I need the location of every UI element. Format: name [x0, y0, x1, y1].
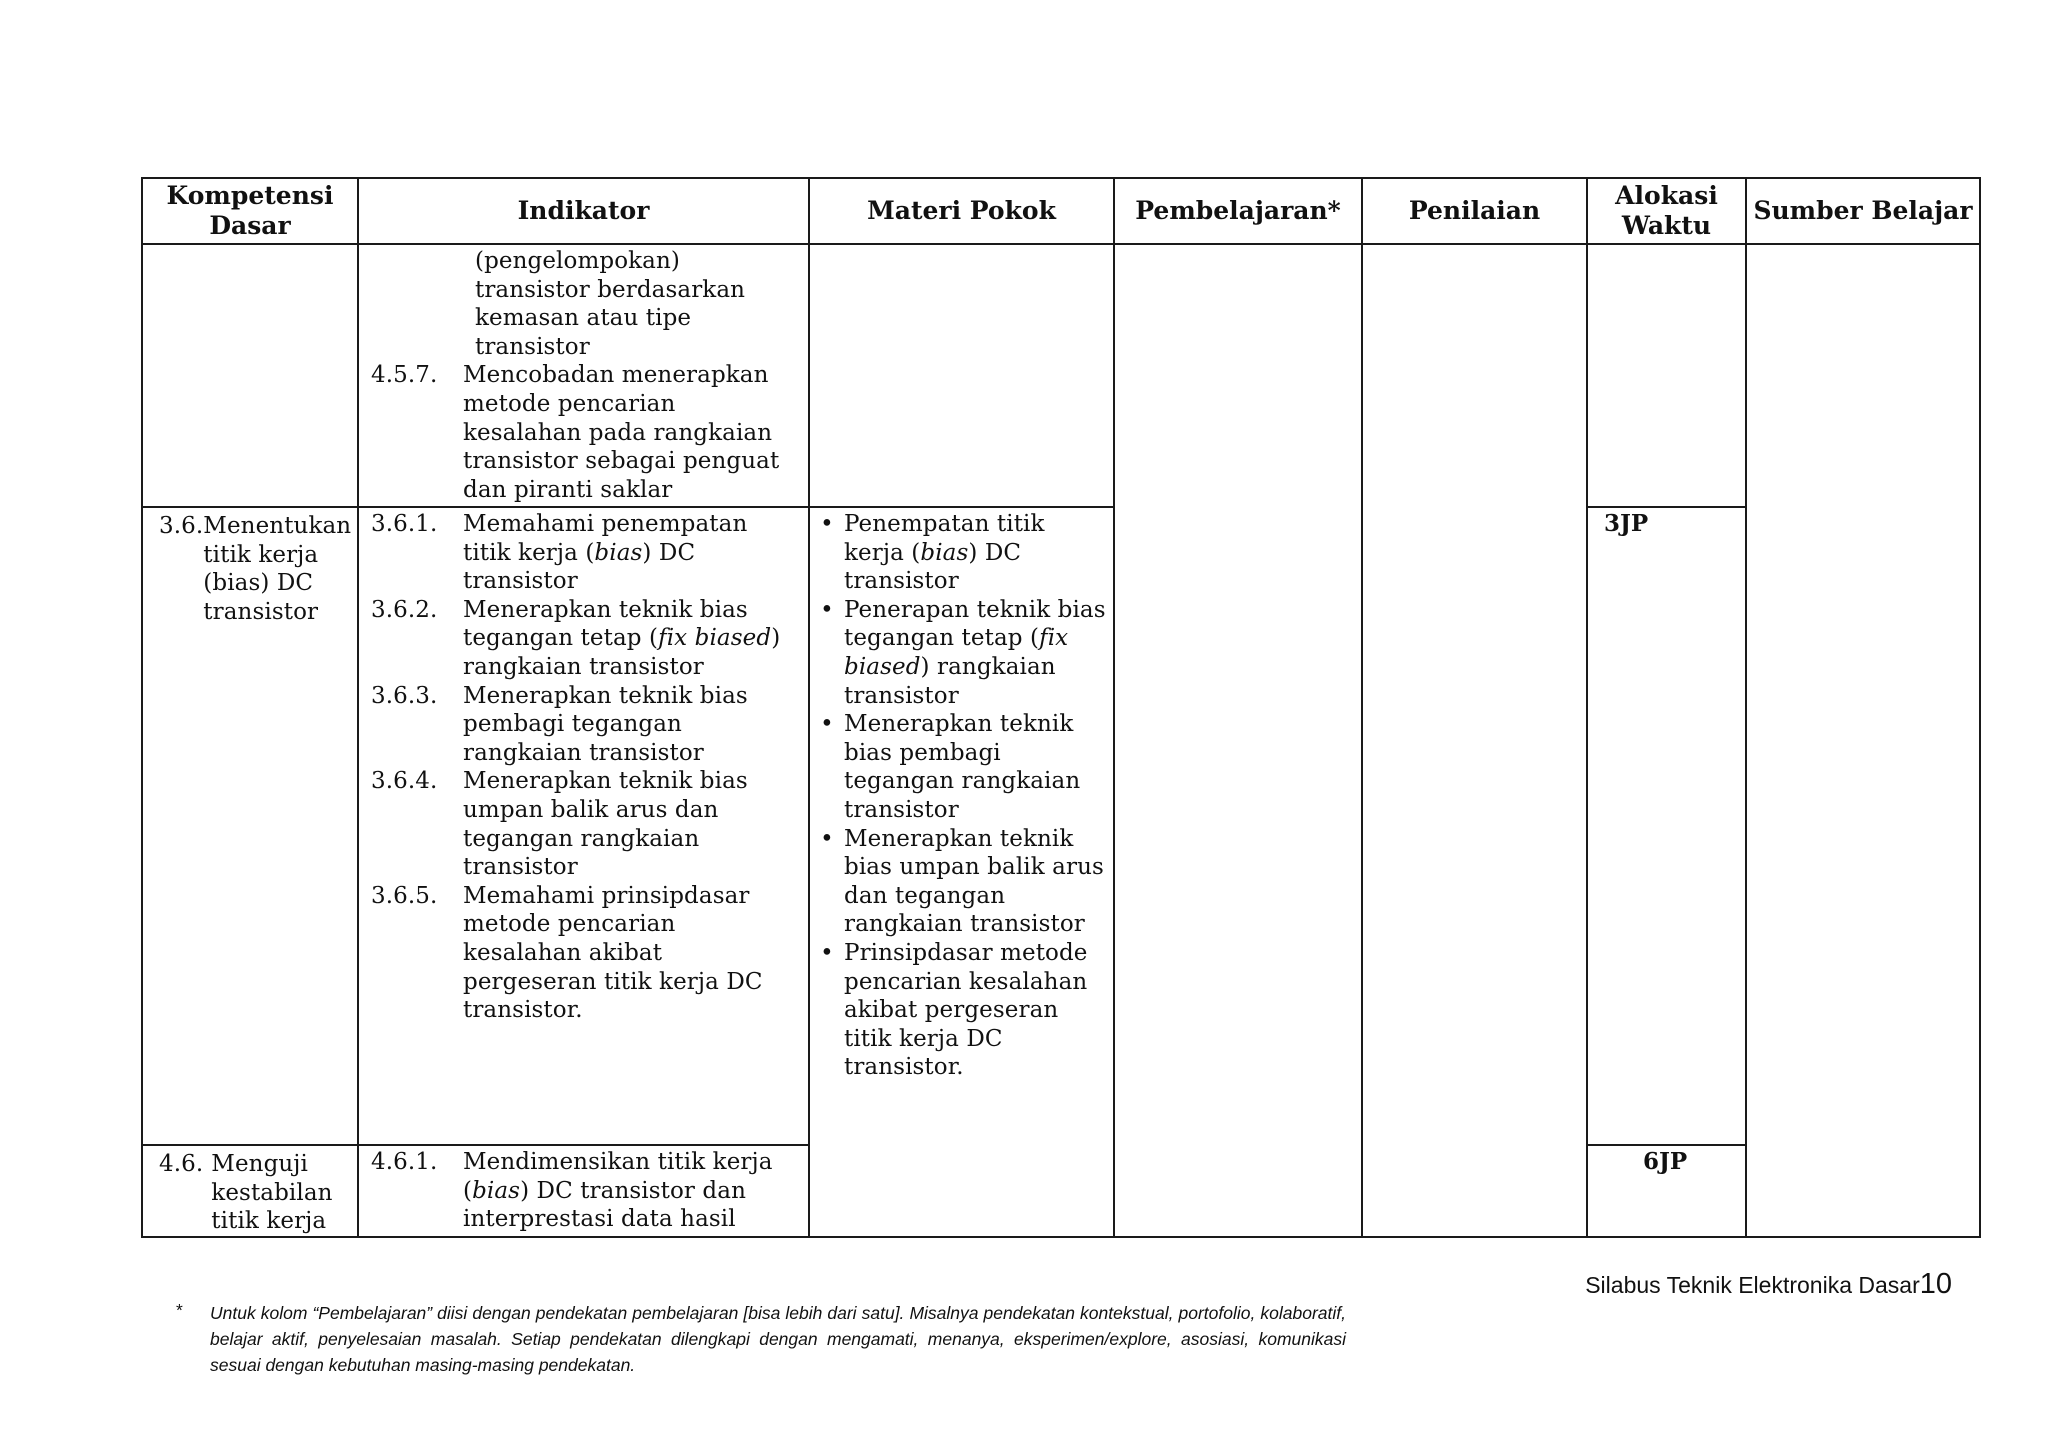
materi-cell: [809, 244, 1114, 507]
alokasi-cell: [1587, 244, 1746, 507]
page-number: 10: [1919, 1268, 1952, 1300]
header-indikator: Indikator: [358, 178, 809, 244]
kd-cell: [142, 244, 358, 507]
indikator-item: [359, 882, 808, 1025]
indikator-list: [359, 510, 808, 1025]
indikator-text: Memahami prinsipdasar metode pencarian kesalahan akibat pergeseran titik kerja DC transistor.: [463, 882, 763, 1024]
footnote-marker: *: [176, 1300, 183, 1320]
kd-number: 3.6.: [159, 513, 204, 539]
indikator-text: Menerapkan teknik bias umpan balik arus dan tegangan rangkaian transistor: [463, 768, 748, 881]
indikator-number: 4.6.1.: [371, 1149, 438, 1175]
bullet-icon: •: [820, 711, 834, 738]
indikator-item: [359, 682, 808, 768]
sumber-cell: [1746, 244, 1980, 1237]
materi-text: Penerapan teknik bias tegangan tetap (fix biased) rangkaian transistor: [844, 596, 1106, 709]
indikator-number: 3.6.5.: [371, 882, 438, 909]
bullet-icon: •: [820, 596, 834, 623]
indikator-text: Menerapkan teknik bias tegangan tetap (fix biased) rangkaian transistor: [463, 596, 781, 680]
materi-cell: [809, 507, 1114, 1237]
table-row: [142, 244, 1980, 507]
alokasi-jp: 6JP: [1587, 1145, 1746, 1237]
bullet-icon: •: [820, 939, 834, 966]
header-alokasi: Alokasi Waktu: [1587, 178, 1746, 244]
indikator-item: [359, 1148, 808, 1234]
header-row: [142, 178, 1980, 244]
indikator-cell: [358, 507, 809, 1145]
indikator-text: Menerapkan teknik bias pembagi tegangan rangkaian transistor: [463, 682, 748, 766]
kd-item: [143, 508, 357, 626]
materi-item: [810, 939, 1113, 1082]
table-row: [142, 507, 1980, 1145]
materi-list: [810, 510, 1113, 1082]
alokasi-jp: 3JP: [1587, 507, 1746, 1145]
materi-item: [810, 710, 1113, 824]
indikator-cell: [358, 244, 809, 507]
indikator-item: [359, 596, 808, 682]
materi-text: Penempatan titik kerja (bias) DC transistor: [844, 511, 1045, 595]
kd-cell: [142, 507, 358, 1145]
header-penilaian: Penilaian: [1362, 178, 1587, 244]
kd-number: 4.6.: [159, 1151, 204, 1177]
indikator-number: 3.6.3.: [371, 682, 438, 709]
materi-item: [810, 596, 1113, 710]
indikator-number: 4.5.7.: [371, 362, 438, 389]
indikator-number: 3.6.2.: [371, 596, 438, 623]
bullet-icon: •: [820, 825, 834, 852]
indikator-text: Mendimensikan titik kerja (bias) DC transistor dan interprestasi data hasil: [463, 1149, 773, 1233]
pembelajaran-cell: [1114, 244, 1362, 1237]
indikator-item: [359, 361, 808, 504]
materi-text: Prinsipdasar metode pencarian kesalahan akibat pergeseran titik kerja DC transistor.: [844, 939, 1088, 1081]
kd-text: Menguji kestabilan titik kerja: [211, 1151, 333, 1235]
materi-item: [810, 510, 1113, 596]
kd-cell: [142, 1145, 358, 1237]
materi-text: Menerapkan teknik bias umpan balik arus dan tegangan rangkaian transistor: [844, 825, 1104, 938]
indikator-text: Memahami penempatan titik kerja (bias) DC transistor: [463, 511, 748, 595]
footnote-text: Untuk kolom “Pembelajaran” diisi dengan pendekatan pembelajaran [bisa lebih dari satu]. Misalnya pendekatan kontekstual, portofolio, kolaboratif, belajar aktif, penyelesaian masalah. Setiap pendekatan dilengkapi dengan mengamati, menanya, eksperimen/explore, asosiasi, komunikasi sesuai dengan kebutuhan masing-masing pendekatan.: [210, 1303, 1346, 1375]
indikator-number: 3.6.1.: [371, 511, 438, 537]
indikator-number: 3.6.4.: [371, 768, 438, 795]
indikator-text: Mencobadan menerapkan metode pencarian kesalahan pada rangkaian transistor sebagai penguat dan piranti saklar: [463, 362, 780, 503]
footer-title: Silabus Teknik Elektronika Dasar10: [1585, 1268, 1952, 1300]
indikator-item: [359, 767, 808, 881]
indikator-item: [359, 510, 808, 596]
header-pembelajaran: Pembelajaran*: [1114, 178, 1362, 244]
header-kd: Kompetensi Dasar: [142, 178, 358, 244]
header-sumber: Sumber Belajar: [1746, 178, 1980, 244]
indikator-cell: [358, 1145, 809, 1237]
bullet-icon: •: [820, 511, 834, 537]
materi-text: Menerapkan teknik bias pembagi tegangan rangkaian transistor: [844, 711, 1081, 823]
penilaian-cell: [1362, 244, 1587, 1237]
syllabus-table: [141, 177, 1981, 1238]
header-materi: Materi Pokok: [809, 178, 1114, 244]
kd-text: Menentukan titik kerja (bias) DC transistor: [203, 513, 352, 625]
indikator-continuation: (pengelompokan) transistor berdasarkan kemasan atau tipe transistor: [475, 248, 746, 360]
materi-item: [810, 825, 1113, 939]
kd-item: [143, 1146, 357, 1236]
